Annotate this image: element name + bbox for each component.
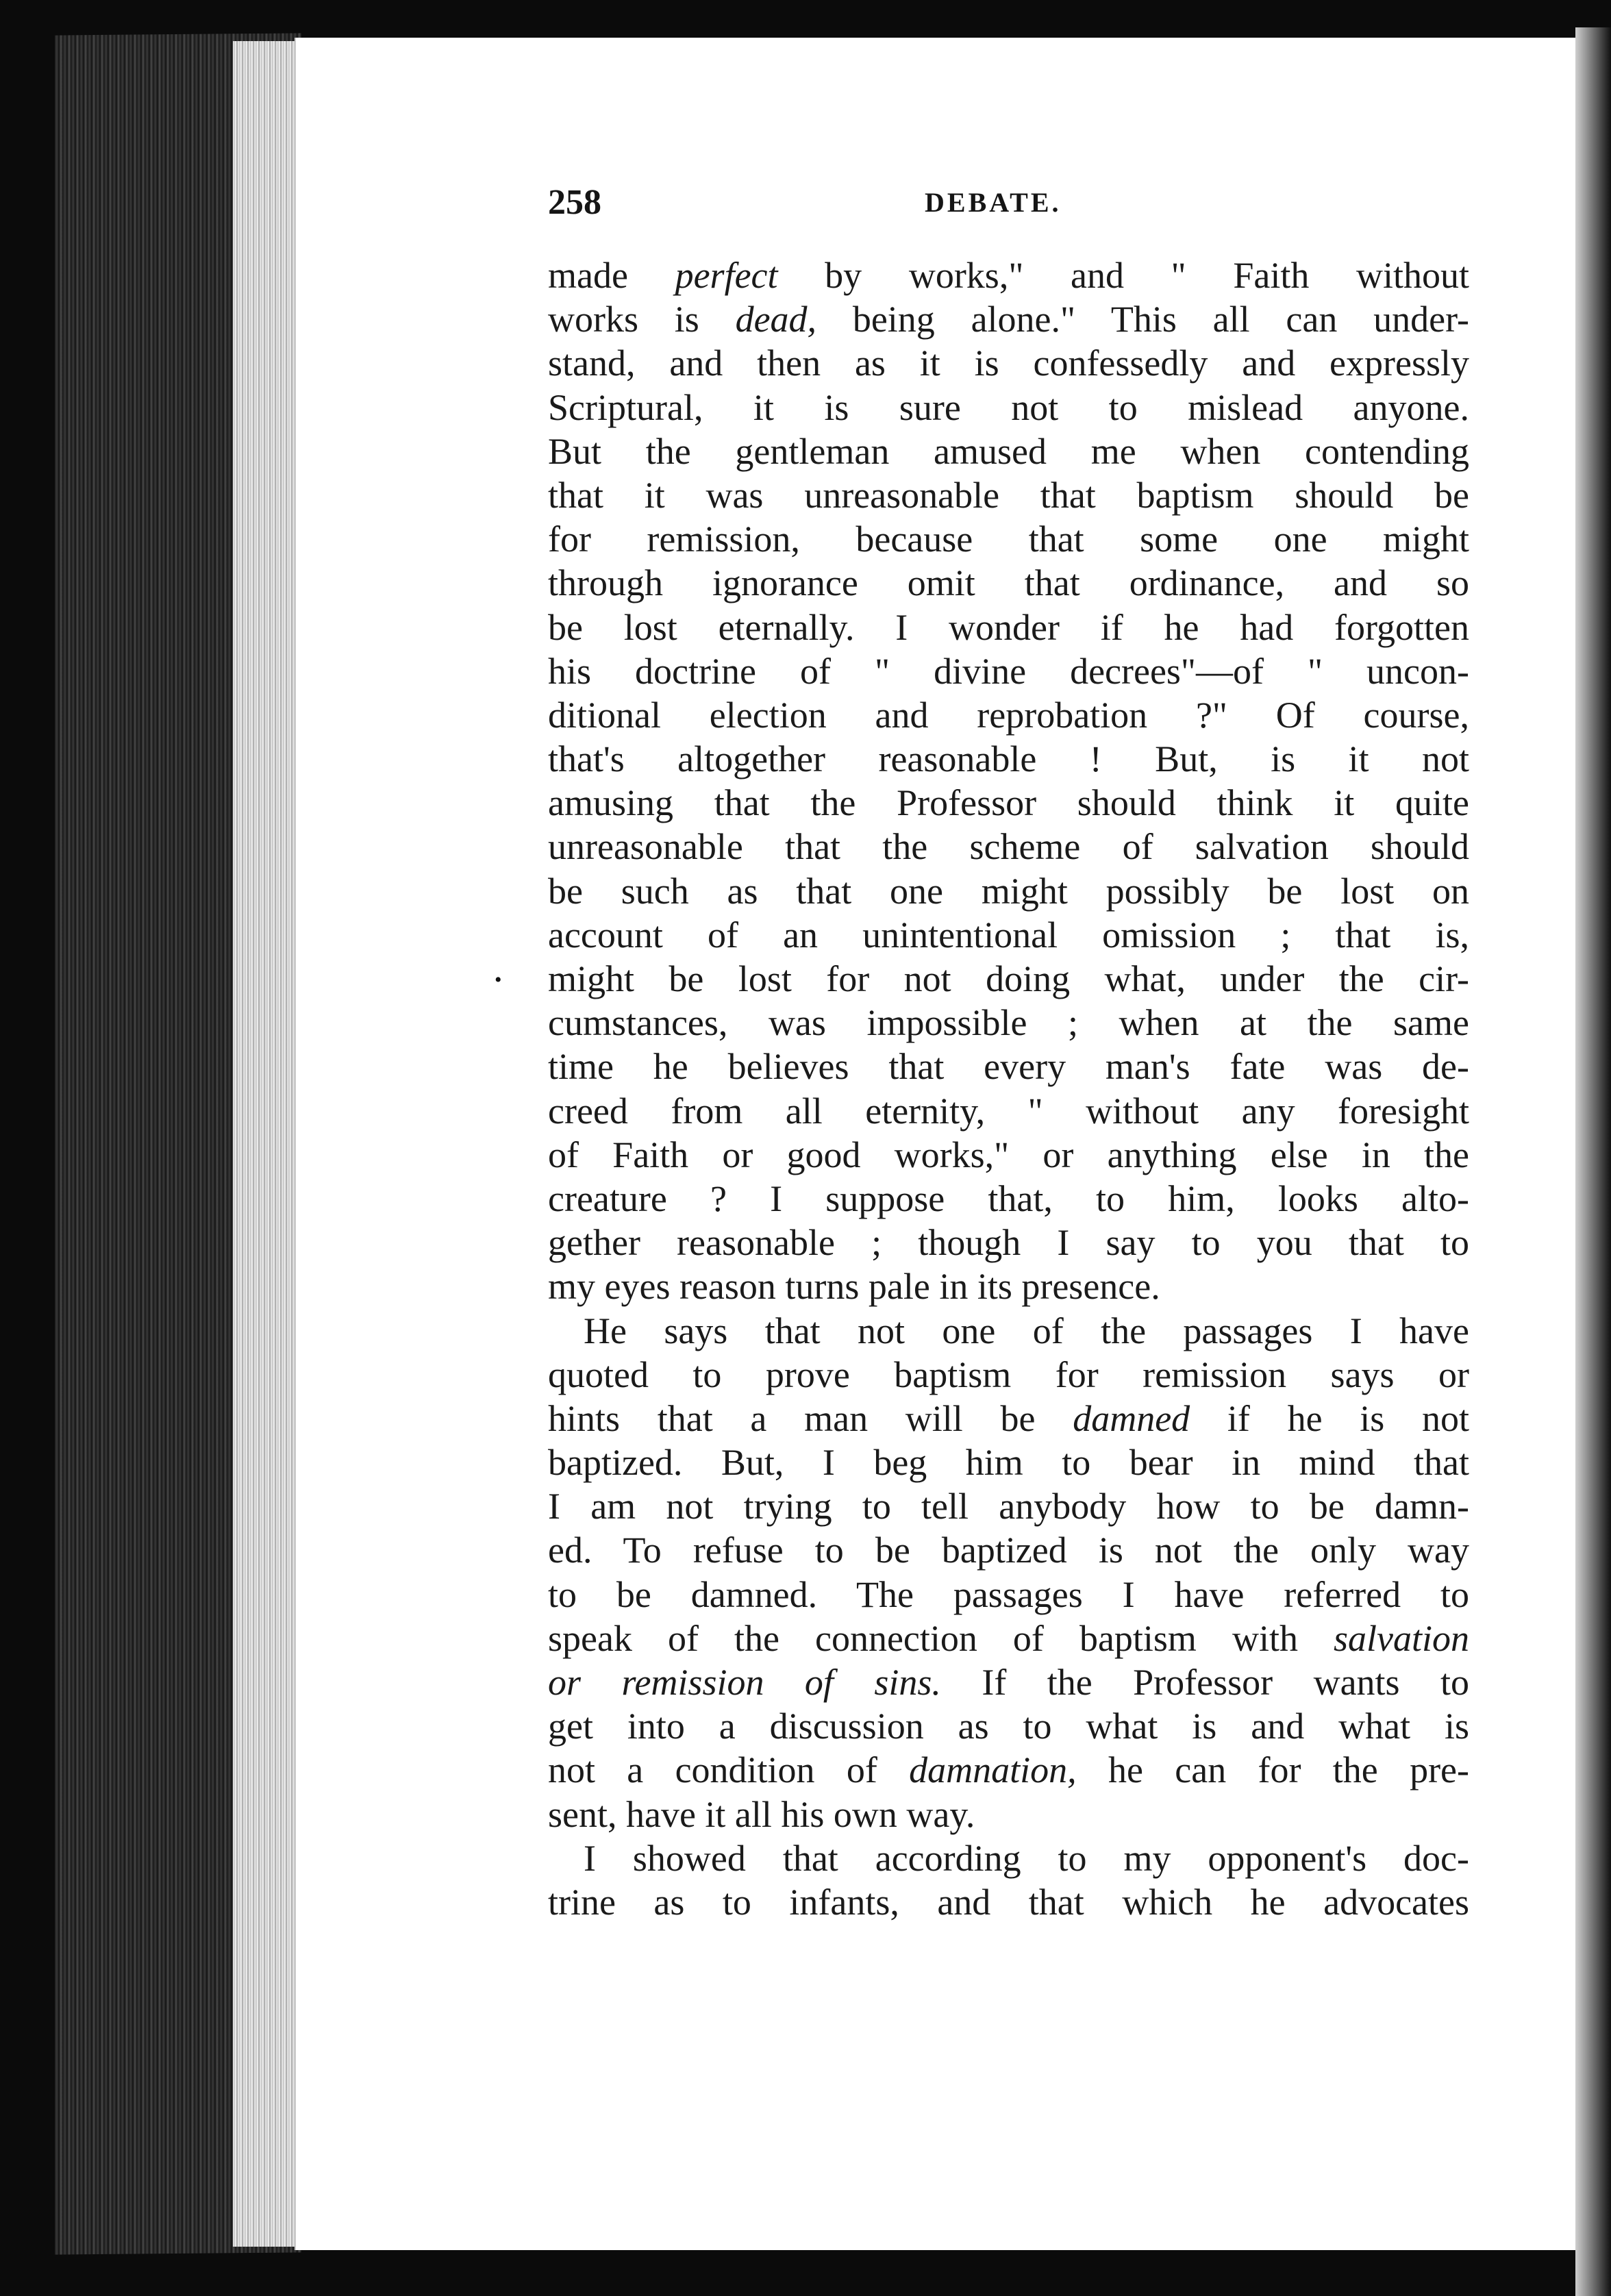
text-line: baptized. But, I beg him to bear in mind that — [548, 1442, 1469, 1484]
text-line: cumstances, was impossible ; when at the same — [548, 1002, 1469, 1044]
page-header — [548, 182, 1473, 237]
text-line: quoted to prove baptism for remission says or — [548, 1353, 1469, 1395]
text-line: gether reasonable ; though I say to you that to — [548, 1222, 1469, 1264]
text-line: through ignorance omit that ordinance, and so — [548, 562, 1469, 604]
text-line: or remission of sins. If the Professor wants to — [548, 1662, 1469, 1703]
text-line: that it was unreasonable that baptism should be — [548, 474, 1469, 516]
text-line: trine as to infants, and that which he advocates — [548, 1881, 1469, 1923]
text-line: his doctrine of " divine decrees"—of " uncon- — [548, 650, 1469, 692]
text-line: time he believes that every man's fate was de- — [548, 1046, 1469, 1088]
text-line: get into a discussion as to what is and what is — [548, 1706, 1469, 1747]
text-line: He says that not one of the passages I have — [584, 1310, 1469, 1351]
italic-text: damnation, — [909, 1749, 1077, 1791]
paragraph — [548, 1309, 1469, 1836]
page-stack-highlight — [233, 41, 295, 2247]
text-line: that's altogether reasonable ! But, is it not — [548, 738, 1469, 780]
text-line: works is dead, being alone." This all can under- — [548, 299, 1469, 340]
text-line: ditional election and reprobation ?" Of course, — [548, 694, 1469, 736]
text-line: creed from all eternity, " without any foresight — [548, 1090, 1469, 1132]
text-line: sent, have it all his own way. — [548, 1793, 975, 1835]
italic-text: perfect — [675, 255, 778, 296]
italic-text: dead, — [735, 299, 817, 340]
text-line: I showed that according to my opponent's doc- — [584, 1837, 1469, 1879]
text-line: not a condition of damnation, he can for the pre- — [548, 1749, 1469, 1791]
text-line: be such as that one might possibly be lost on — [548, 870, 1469, 912]
italic-text: salvation — [1334, 1617, 1469, 1659]
italic-text: or remission of sins. — [548, 1662, 941, 1703]
gutter-shadow — [1575, 27, 1611, 2296]
text-line: stand, and then as it is confessedly and expressly — [548, 342, 1469, 384]
text-line: speak of the connection of baptism with salvation — [548, 1617, 1469, 1659]
body-text — [548, 253, 1469, 1924]
text-line: ed. To refuse to be baptized is not the only way — [548, 1530, 1469, 1571]
page-number: 258 — [548, 183, 601, 222]
text-line: hints that a man will be damned if he is not — [548, 1397, 1470, 1439]
running-head: DEBATE. — [925, 187, 1062, 218]
marginal-mark: • — [495, 969, 502, 991]
text-line: I am not trying to tell anybody how to be damn- — [548, 1486, 1469, 1527]
text-line: for remission, because that some one might — [548, 519, 1469, 560]
text-line: creature ? I suppose that, to him, looks alto- — [548, 1177, 1469, 1219]
text-line: be lost eternally. I wonder if he had forgotten — [548, 606, 1469, 648]
text-line: unreasonable that the scheme of salvation should — [548, 826, 1469, 868]
text-line: to be damned. The passages I have referred to — [548, 1573, 1469, 1615]
text-line: Scriptural, it is sure not to mislead anyone. — [548, 386, 1469, 428]
paragraph — [548, 1836, 1469, 1924]
text-line: But the gentleman amused me when contending — [548, 430, 1469, 472]
text-line: might be lost for not doing what, under the cir- — [548, 958, 1469, 999]
text-line: account of an unintentional omission ; that is, — [548, 914, 1469, 956]
text-line: my eyes reason turns pale in its presence. — [548, 1266, 1160, 1308]
text-line: made perfect by works," and " Faith without — [548, 255, 1469, 296]
italic-text: damned — [1073, 1397, 1190, 1439]
text-line: amusing that the Professor should think it quite — [548, 782, 1469, 824]
paragraph — [548, 253, 1469, 1309]
text-line: of Faith or good works," or anything else in the — [548, 1134, 1469, 1175]
